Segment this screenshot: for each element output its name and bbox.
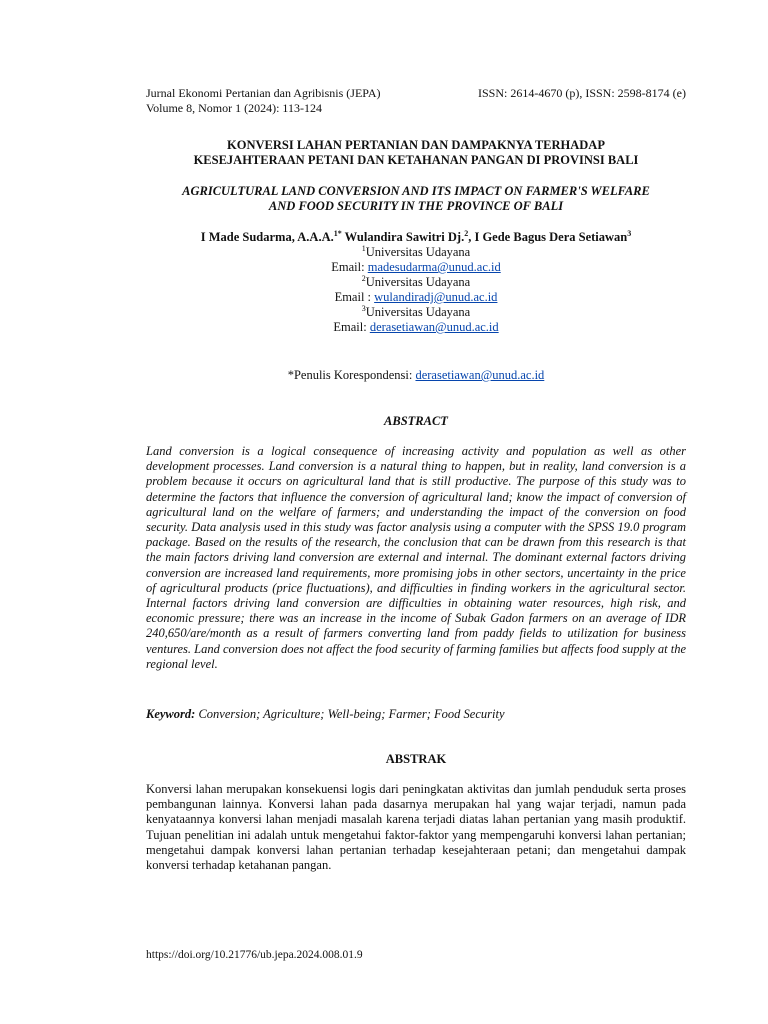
author-1-sup: 1*	[333, 229, 342, 238]
affiliation-1: $^1$Universitas Udayana	[361, 244, 471, 259]
author-1: I Made Sudarma, A.A.A.	[200, 230, 334, 244]
volume-info: Volume 8, Nomor 1 (2024): 113-124	[146, 101, 322, 115]
email-line-2: Email : wulandiradj@unud.ac.id	[334, 290, 498, 304]
abstract-text: Land conversion is a logical consequence of increasing activity and population as well as other development processes. Land conversion is a natural thing to happen, but in reality, land conversion is a problem because it occurs on agricultural land that is still productive. The purpose of this study was to determine the factors that influence the conversion of agricultural land; know the impact of conversion of agricultural land on the welfare of farmers; and understanding the impact of the conversion on food security. Data analysis used in this study was factor analysis using a computer with the SPSS 19.0 program package. Based on the results of the research, the conclusion that can be drawn from this research is that the main factors driving land conversion are external and internal. The dominant external factors driving conversion are increased land requirements, more promising jobs in other sectors, uncertainty in the price of agricultural products (price fluctuations), and difficulties in finding workers in the agricultural sector. Internal factors driving land conversion are difficulties in obtaining water resources, high risk, and economic pressure; there was an increase in the income of Subak Gadon farmers on an average of IDR 240,650/are/month as a result of farmers converting land from paddy fields to utilization for business ventures. Land conversion does not affect the food security of farming families but affects food supply at the regional level.	[146, 444, 686, 671]
correspondence-label: *Penulis Korespondensi:	[287, 368, 416, 382]
journal-header	[146, 86, 686, 116]
issn: ISSN: 2614-4670 (p), ISSN: 2598-8174 (e)	[478, 86, 686, 100]
email-link-3[interactable]: derasetiawan@unud.ac.id	[369, 320, 499, 334]
keywords-line	[146, 707, 686, 722]
keyword-list: Conversion; Agriculture; Well-being; Farmer; Food Security	[195, 707, 505, 721]
email-link-2[interactable]: wulandiradj@unud.ac.id	[374, 290, 498, 304]
title-id-line2: KESEJAHTERAAN PETANI DAN KETAHANAN PANGAN DI PROVINSI BALI	[193, 153, 639, 167]
author-names	[110, 230, 722, 245]
title-id-line1: KONVERSI LAHAN PERTANIAN DAN DAMPAKNYA TERHADAP	[227, 138, 605, 152]
abstrak-heading: ABSTRAK	[385, 752, 447, 766]
title-en-line2: AND FOOD SECURITY IN THE PROVINCE OF BALI	[268, 199, 564, 213]
author-2-sup: 2	[464, 229, 469, 238]
title-en-line1: AGRICULTURAL LAND CONVERSION AND ITS IMPACT ON FARMER'S WELFARE	[182, 184, 650, 198]
affiliation-2: $^2$Universitas Udayana	[361, 274, 471, 289]
author-3-sup: 3	[627, 229, 632, 238]
doi-footer[interactable]: https://doi.org/10.21776/ub.jepa.2024.008.01.9	[146, 949, 363, 961]
affiliation-3: $^3$Universitas Udayana	[361, 304, 471, 319]
author-3: , I Gede Bagus Dera Setiawan	[468, 230, 628, 244]
correspondence-email-link[interactable]: derasetiawan@unud.ac.id	[415, 368, 545, 382]
abstrak-text: Konversi lahan merupakan konsekuensi logis dari peningkatan aktivitas dan jumlah penduduk serta proses pembangunan lainnya. Konversi lahan pada dasarnya merupakan hal yang wajar terjadi, namun pada kenyataannya konversi lahan menjadi masalah karena terjadi diatas lahan pertanian yang masih produktif. Tujuan penelitian ini adalah untuk mengetahui faktor-faktor yang mempengaruhi konversi lahan pertanian; mengetahui dampak konversi lahan pertanian terhadap kesejahteraan petani; dan mengetahui dampak konversi terhadap ketahanan pangan.	[146, 782, 686, 873]
keyword-label: Keyword:	[146, 707, 196, 721]
correspondence-line	[110, 368, 722, 383]
author-2: Wulandira Sawitri Dj.	[341, 230, 465, 244]
abstract-heading: ABSTRACT	[384, 414, 448, 428]
title-indonesian	[110, 138, 722, 168]
journal-name: Jurnal Ekonomi Pertanian dan Agribisnis (JEPA)	[146, 86, 381, 100]
title-english	[110, 184, 722, 214]
email-link-1[interactable]: madesudarma@unud.ac.id	[367, 260, 501, 274]
email-line-1: Email: madesudarma@unud.ac.id	[331, 260, 501, 274]
author-block	[110, 230, 722, 335]
email-line-3: Email: derasetiawan@unud.ac.id	[333, 320, 499, 334]
